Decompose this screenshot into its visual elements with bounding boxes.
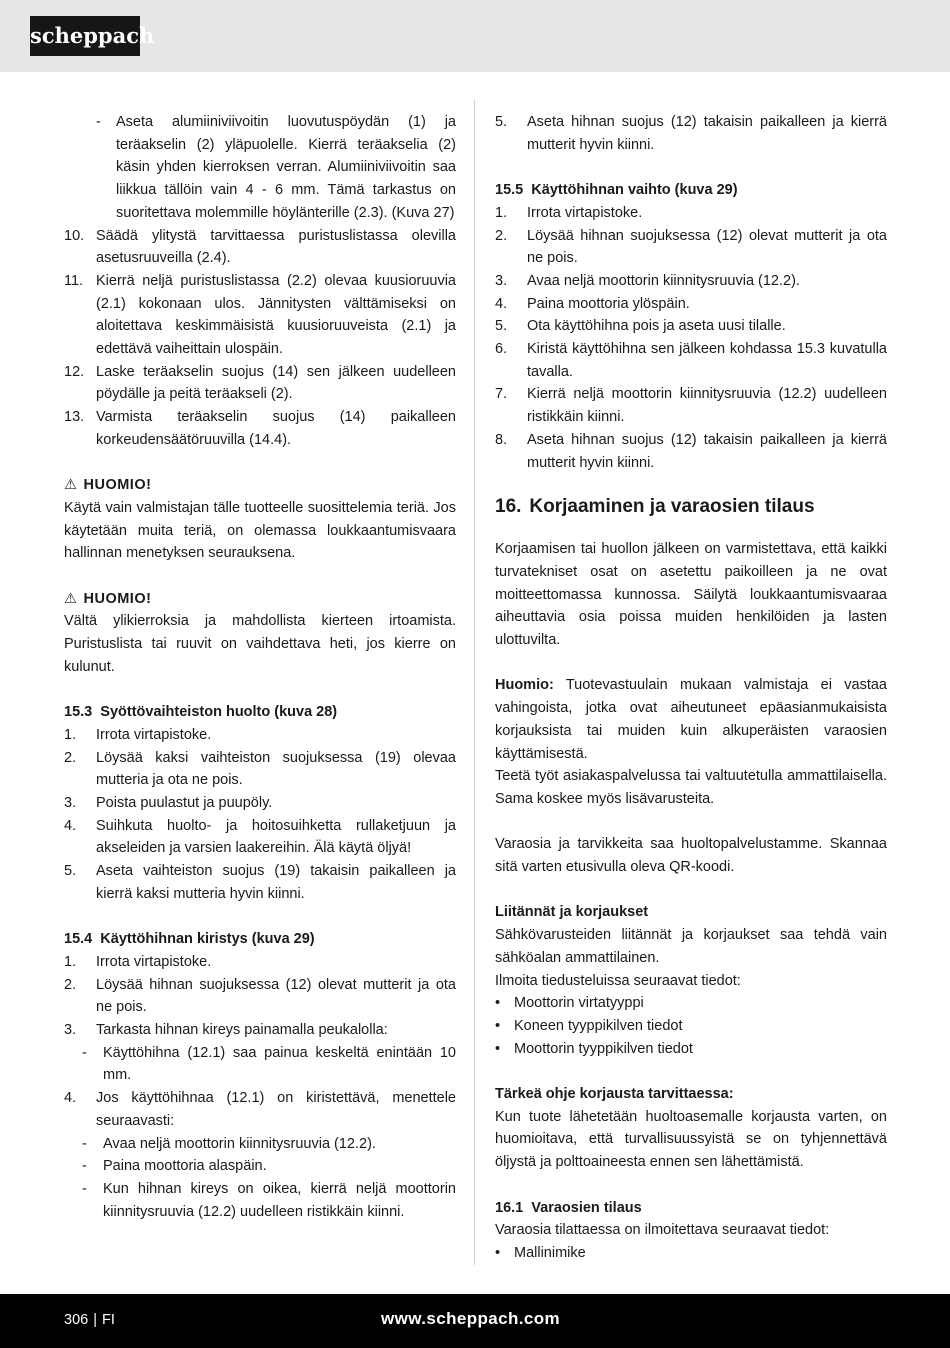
section-heading: 15.3 Syöttövaihteiston huolto (kuva 28) — [64, 704, 338, 721]
list-item: 5. Aseta hihnan suojus (12) takaisin paikalleen ja kierrä mutterit hyvin kiinni. — [495, 114, 887, 153]
list-item: 2. Löysää hihnan suojuksessa (12) olevat mutterit ja ota ne pois. — [495, 227, 887, 267]
list-item: 3. Poista puulastut ja puupöly. — [64, 795, 273, 812]
list-item: 2. Löysää kaksi vaihteiston suojuksessa (19) olevaa mutteria ja ota ne pois. — [64, 749, 456, 789]
paragraph: Varaosia ja tarvikkeita saa huoltopalvelustamme. Skannaa sitä varten etusivulla oleva QR-koodi. — [495, 836, 887, 876]
list-item: 3. Tarkasta hihnan kireys painamalla peukalolla: — [64, 1022, 388, 1039]
list-item: 12. Laske teräakselin suojus (14) sen jälkeen uudelleen pöydälle ja peitä teräakseli (2). — [64, 363, 456, 403]
list-item: - Käyttöhihna (12.1) saa painua keskeltä enintään 10 mm. — [82, 1044, 456, 1084]
list-item: 4. Jos käyttöhihnaa (12.1) on kiristettävä, menettele seuraavasti: — [64, 1090, 456, 1129]
list-item: 1. Irrota virtapistoke. — [64, 726, 212, 743]
warning-icon: ⚠ — [64, 477, 78, 494]
list-item: 11. Kierrä neljä puristuslistassa (2.2) olevaa kuusioruuvia (2.1) kokonaan ulos. Jännitysten välttämiseksi on aloitettava keskimmäisistä kuusioruuveista (2.1) ja edettävä vaiheittain ulospäin. — [64, 272, 456, 358]
list-item: • Mallinimike — [495, 1244, 586, 1261]
warning-text: Käytä vain valmistajan tälle tuotteelle suosittelemia teriä. Jos käytetään muita teriä, on olemassa loukkaantumisvaara hallinnan menetyksen seurauksena. — [64, 499, 456, 562]
scheppach-logo: scheppach — [30, 16, 140, 56]
list-item: - Avaa neljä moottorin kiinnitysruuvia (12.2). — [82, 1135, 376, 1152]
list-item: 1. Irrota virtapistoke. — [64, 953, 212, 970]
list-item: 4. Suihkuta huolto- ja hoitosuihketta rullaketjuun ja akseleiden ja varsien laakereihin. Älä käytä öljyä! — [64, 817, 456, 857]
warning-heading: ⚠ HUOMIO! — [64, 477, 152, 494]
paragraph: Korjaamisen tai huollon jälkeen on varmistettava, että kaikki turvatekniset osat on asetettu paikoilleen ja ne ovat moitteettomassa kunnossa. Säilytä loukkaantumisvaaraa aiheuttavia osia poissa muiden henkilöiden ja lasten ulottuvilta. — [495, 541, 887, 649]
list-item: 2. Löysää hihnan suojuksessa (12) olevat mutterit ja ota ne pois. — [64, 976, 456, 1016]
column-divider — [474, 100, 475, 1265]
list-item: 1. Irrota virtapistoke. — [495, 204, 643, 221]
list-item: • Moottorin tyyppikilven tiedot — [495, 1040, 693, 1057]
left-column — [64, 111, 456, 1223]
section-heading: 15.4 Käyttöhihnan kiristys (kuva 29) — [64, 931, 315, 948]
list-item: - Aseta alumiiniviivoitin luovutuspöydän (1) ja teräakselin (2) yläpuolelle. Kierrä teräakselia (2) käsin yhden kierroksen verran. Alumiiniviivoitin saa liikkua tällöin vain 4 - 6 mm. Tämä tarkastus on suoritettava molemmille höylänterille (2.3). (Kuva 27) — [96, 114, 456, 221]
paragraph: Teetä työt asiakaspalvelussa tai valtuutetulla ammattilaisella. Sama koskee myös lisävarusteita. — [495, 768, 887, 807]
paragraph: Varaosia tilattaessa on ilmoitettava seuraavat tiedot: — [495, 1222, 830, 1239]
paragraph: Sähkövarusteiden liitännät ja korjaukset saa tehdä vain sähköalan ammattilainen. — [495, 927, 887, 966]
section-heading: Tärkeä ohje korjausta tarvittaessa: — [495, 1086, 734, 1103]
paragraph: Kun tuote lähetetään huoltoasemalle korjausta varten, on huomioitava, että turvallisuussyistä se on tyhjennettävä öljystä ja polttoaineesta ennen sen lähettämistä. — [495, 1108, 887, 1171]
list-item: 5. Aseta vaihteiston suojus (19) takaisin paikalleen ja kierrä kaksi mutteria hyvin kiinni. — [64, 863, 456, 902]
website-link[interactable]: www.scheppach.com — [381, 1309, 561, 1328]
list-item: 13. Varmista teräakselin suojus (14) paikalleen korkeudensäätöruuvilla (14.4). — [64, 409, 456, 448]
list-item: 8. Aseta hihnan suojus (12) takaisin paikalleen ja kierrä mutterit hyvin kiinni. — [495, 431, 887, 471]
section-heading: Liitännät ja korjaukset — [495, 904, 649, 921]
list-item: 4. Paina moottoria ylöspäin. — [495, 295, 690, 312]
header-band — [0, 0, 950, 72]
list-item: • Moottorin virtatyyppi — [495, 995, 644, 1012]
list-item: 6. Kiristä käyttöhihna sen jälkeen kohdassa 15.3 kuvatulla tavalla. — [495, 341, 887, 380]
list-item: 10. Säädä ylitystä tarvittaessa puristuslistassa olevilla asetusruuveilla (2.4). — [64, 227, 456, 267]
page-number: 306 | FI — [64, 1312, 115, 1328]
list-item: • Koneen tyyppikilven tiedot — [495, 1017, 683, 1034]
list-item: 7. Kierrä neljä moottorin kiinnitysruuvia (12.2) uudelleen ristikkäin kiinni. — [495, 386, 887, 426]
list-item: - Kun hihnan kireys on oikea, kierrä neljä moottorin kiinnitysruuvia (12.2) uudelleen ristikkäin kiinni. — [82, 1180, 456, 1220]
warning-text: Vältä ylikierroksia ja mahdollista kierteen irtoamista. Puristuslista tai ruuvit on vaihdettava heti, jos kierre on kulunut. — [64, 613, 456, 675]
list-item: - Paina moottoria alaspäin. — [82, 1158, 267, 1175]
paragraph: Ilmoita tiedusteluissa seuraavat tiedot: — [495, 972, 741, 989]
list-item: 3. Avaa neljä moottorin kiinnitysruuvia (12.2). — [495, 272, 800, 289]
warning-heading: ⚠ HUOMIO! — [64, 590, 152, 607]
note-paragraph: Huomio: Tuotevastuulain mukaan valmistaja ei vastaa vahingoista, jotka ovat aiheutuneet epäasianmukaisista korjauksista tai muiden kuin alkuperäisten varaosien käyttämisestä. — [495, 677, 887, 762]
footer-bar — [0, 1294, 950, 1348]
section-heading: 16.1 Varaosien tilaus — [495, 1199, 642, 1216]
list-item: 5. Ota käyttöhihna pois ja aseta uusi tilalle. — [495, 318, 786, 335]
right-column — [495, 111, 887, 1265]
warning-icon: ⚠ — [64, 590, 78, 607]
chapter-heading: 16. Korjaaminen ja varaosien tilaus — [495, 496, 815, 518]
section-heading: 15.5 Käyttöhihnan vaihto (kuva 29) — [495, 182, 738, 199]
